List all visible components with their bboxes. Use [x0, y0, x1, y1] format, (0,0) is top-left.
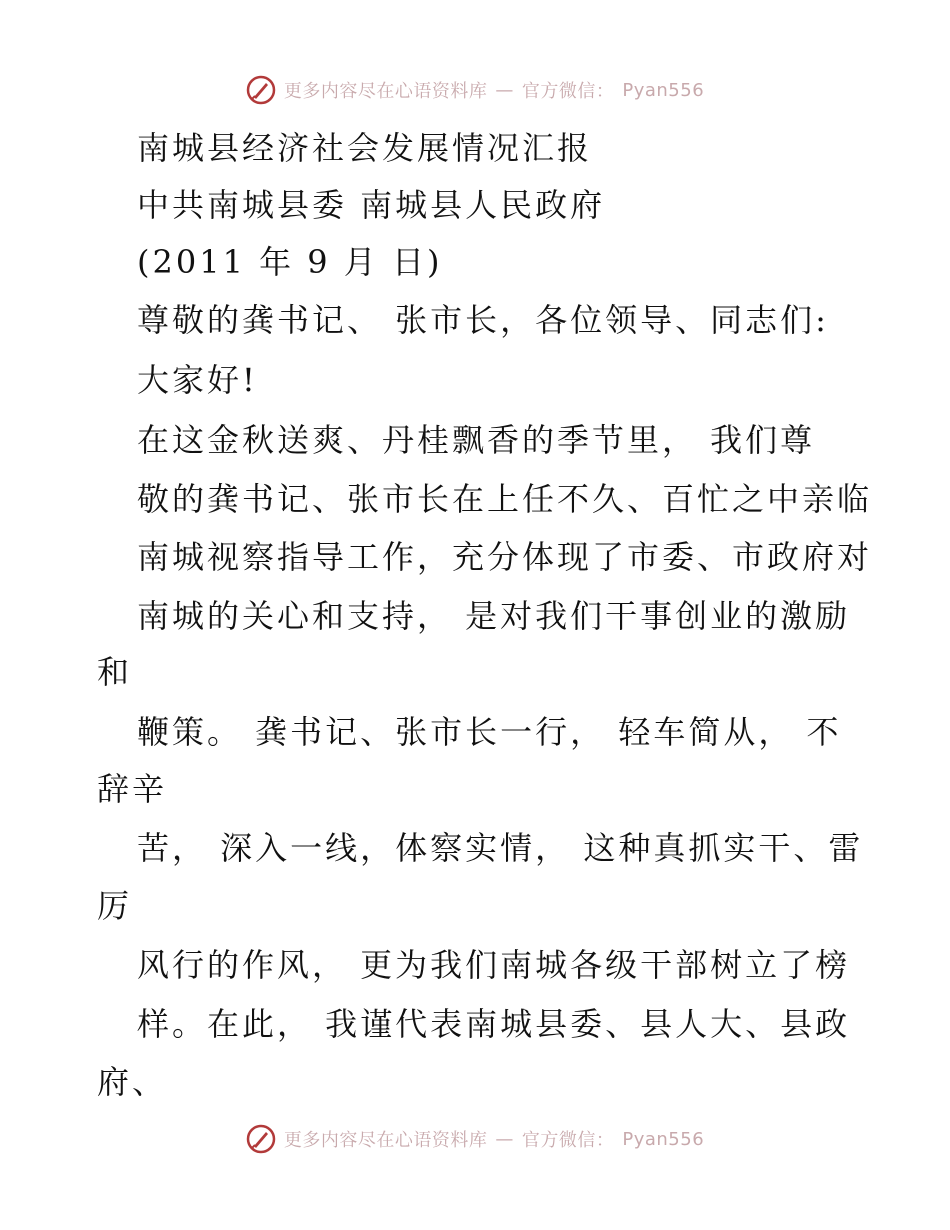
paragraph-line: 府、 [97, 1063, 168, 1101]
watermark-wechat-id: Pyan556 [622, 1128, 705, 1150]
document-title: 南城县经济社会发展情况汇报 [137, 129, 593, 167]
paragraph-line: 厉 [97, 887, 133, 925]
paragraph-line: 样。在此， 我谨代表南城县委、县人大、县政 [137, 1005, 851, 1043]
document-issuer: 中共南城县委 南城县人民政府 [137, 186, 606, 224]
salutation: 尊敬的龚书记、 张市长，各位领导、同志们: [137, 301, 829, 339]
watermark-label: 官方微信： [521, 81, 615, 102]
paragraph-line: 苦， 深入一线，体察实情， 这种真抓实干、雷 [137, 829, 864, 867]
watermark-dash: — [495, 1128, 514, 1150]
paragraph-line: 在这金秋送爽、丹桂飘香的季节里， 我们尊 [137, 421, 816, 459]
paragraph-line: 南城的关心和支持， 是对我们干事创业的激励 [137, 597, 851, 635]
watermark-text: 更多内容尽在心语资料库 [283, 1130, 488, 1151]
watermark-label: 官方微信： [521, 1130, 615, 1151]
paragraph-line: 风行的作风， 更为我们南城各级干部树立了榜 [137, 946, 851, 984]
watermark-wechat-id: Pyan556 [622, 79, 705, 101]
quill-logo-icon [246, 1124, 276, 1154]
watermark-banner-bottom [0, 1119, 950, 1159]
watermark-banner-top [0, 70, 950, 110]
watermark-dash: — [495, 79, 514, 101]
paragraph-line: 和 [97, 653, 133, 691]
paragraph-line: 辞辛 [97, 770, 168, 808]
quill-logo-icon [246, 75, 276, 105]
paragraph-line: 南城视察指导工作，充分体现了市委、市政府对 [137, 538, 873, 576]
paragraph-line: 敬的龚书记、张市长在上任不久、百忙之中亲临 [137, 480, 873, 518]
paragraph-line: 鞭策。 龚书记、张市长一行， 轻车简从， 不 [137, 713, 842, 751]
document-date: (2011 年 9 月 日) [137, 243, 443, 281]
greeting: 大家好! [137, 361, 258, 399]
watermark-text: 更多内容尽在心语资料库 [283, 81, 488, 102]
